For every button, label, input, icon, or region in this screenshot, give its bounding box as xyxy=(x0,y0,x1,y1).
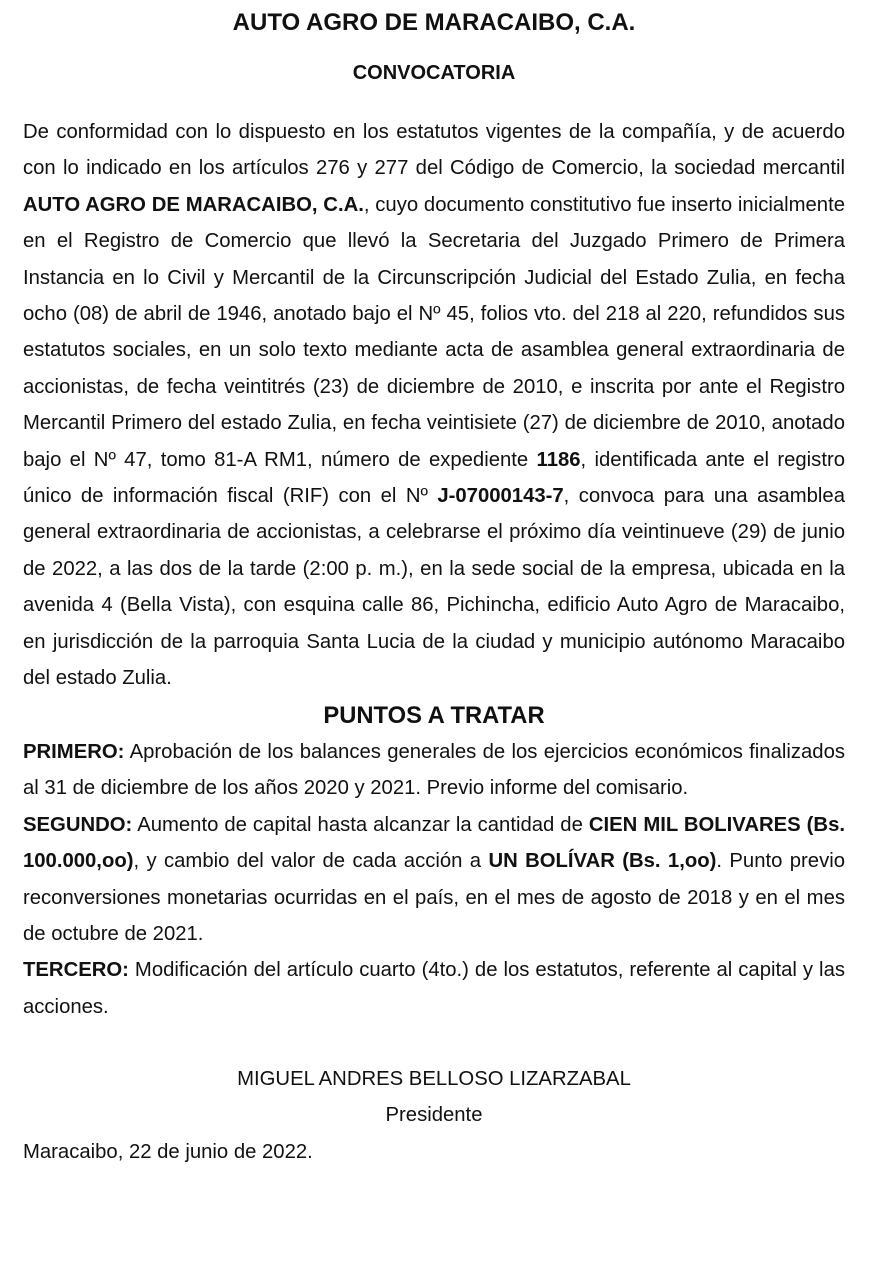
place-and-date: Maracaibo, 22 de junio de 2022. xyxy=(23,1141,313,1163)
body-text-3: , identificada ante el registro único de información fiscal (RIF) con el Nº xyxy=(23,448,845,508)
agenda-item-text: , y cambio del valor de cada acción a xyxy=(133,850,489,873)
company-title: AUTO AGRO DE MARACAIBO, C.A. xyxy=(232,9,636,36)
agenda-item-text: Aumento de capital hasta alcanzar la cantidad de xyxy=(132,813,589,836)
body-text-2: , cuyo documento constitutivo fue inserto inicialmente en el Registro de Comercio que llevó la Secretaria del Juzgado Primero de Primera Instancia en lo Civil y Mercantil de la Circunscripción Judicial del Estado Zulia, en fecha ocho (08) de abril de 1946, anotado bajo el Nº 45, folios vto. del 218 al 220, refundidos sus estatutos sociales, en un solo texto mediante acta de asamblea general extraordinaria de accionistas, de fecha veintitrés (23) de diciembre de 2010, e inscrita por ante el Registro Mercantil Primero del estado Zulia, en fecha veintisiete (27) de diciembre de 2010, anotado bajo el Nº 47, tomo 81-A RM1, número de expediente xyxy=(23,193,846,471)
agenda-item-segundo xyxy=(23,807,845,953)
agenda-item-text: Aprobación de los balances generales de los ejercicios económicos finalizados al 31 de diciembre de los años 2020 y 2021. Previo informe del comisario. xyxy=(23,741,845,800)
signatory-role: Presidente xyxy=(385,1104,483,1126)
expediente-number: 1186 xyxy=(536,448,581,471)
agenda-item-primero xyxy=(23,734,845,807)
signatory-name: MIGUEL ANDRES BELLOSO LIZARZABAL xyxy=(237,1068,631,1090)
agenda-list xyxy=(23,734,845,1025)
notice-body xyxy=(23,114,845,697)
agenda-item-tercero xyxy=(23,952,845,1025)
notice-title: CONVOCATORIA xyxy=(352,62,516,84)
body-text-4: , convoca para una asamblea general extraordinaria de accionistas, a celebrarse el próximo día veintinueve (29) de junio de 2022, a las dos de la tarde (2:00 p. m.), en la sede social de la empresa, ubicada en la avenida 4 (Bella Vista), con esquina calle 86, Pichincha, edificio Auto Agro de Maracaibo, en jurisdicción de la parroquia Santa Lucia de la ciudad y municipio autónomo Maracaibo del estado Zulia. xyxy=(23,485,845,690)
rif-number: J-07000143-7 xyxy=(437,485,564,508)
agenda-item-text: Modificación del artículo cuarto (4to.) de los estatutos, referente al capital y las acciones. xyxy=(23,959,845,1018)
agenda-item-text: . Punto previo reconversiones monetarias ocurridas en el país, en el mes de agosto de 2018 y en el mes de octubre de 2021. xyxy=(23,850,846,946)
agenda-item-label: TERCERO: xyxy=(23,959,129,982)
agenda-title: PUNTOS A TRATAR xyxy=(323,702,545,729)
agenda-item-label: SEGUNDO: xyxy=(23,813,133,836)
body-text-1: De conformidad con lo dispuesto en los estatutos vigentes de la compañía, y de acuerdo con lo indicado en los artículos 276 y 277 del Código de Comercio, la sociedad mercantil xyxy=(23,121,845,180)
company-name-bold: AUTO AGRO DE MARACAIBO, C.A. xyxy=(23,193,364,216)
capital-amount: CIEN MIL BOLIVARES (Bs. 100.000,oo) xyxy=(23,813,845,873)
share-value: UN BOLÍVAR (Bs. 1,oo) xyxy=(488,850,717,873)
agenda-item-label: PRIMERO: xyxy=(23,741,125,763)
